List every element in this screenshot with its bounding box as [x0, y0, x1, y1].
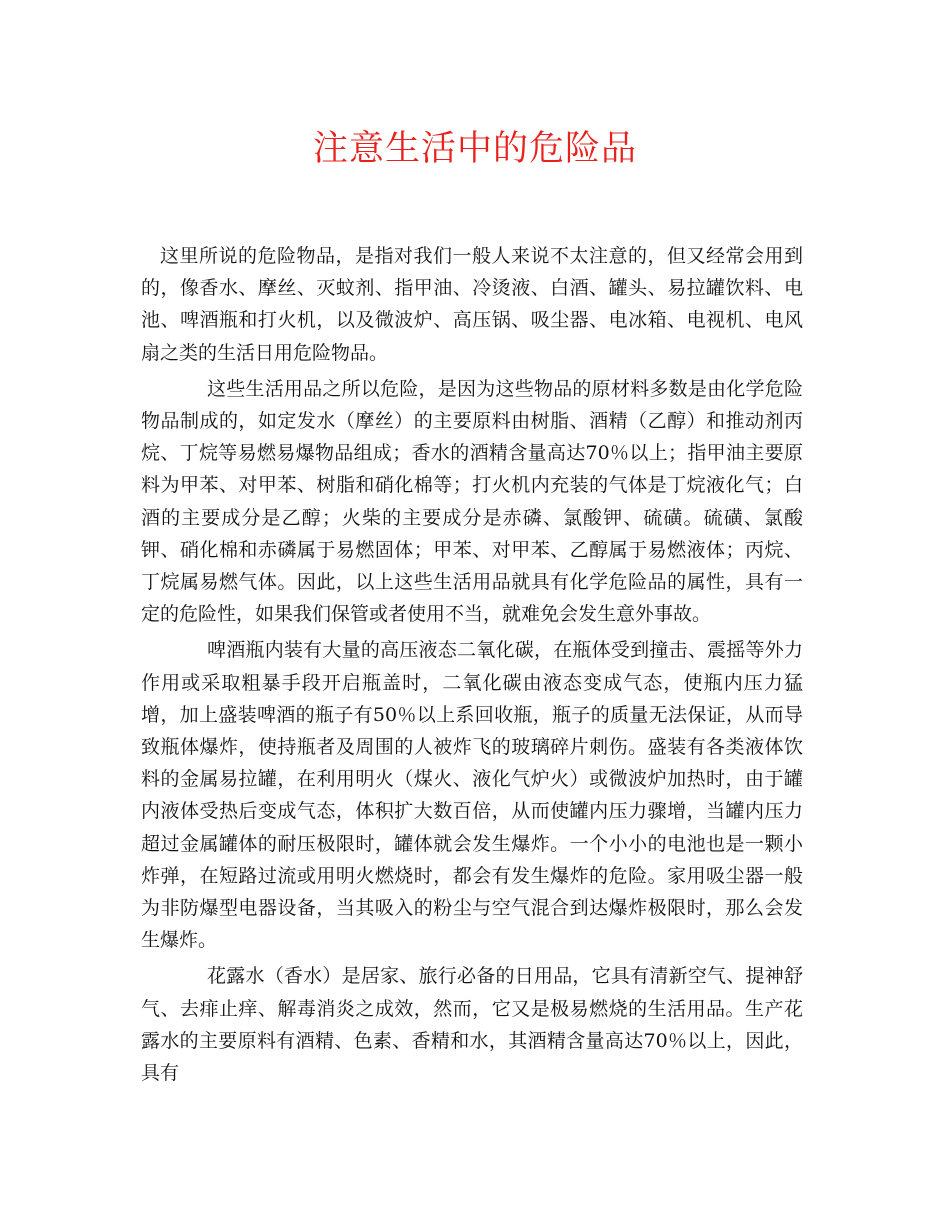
- paragraph-materials: 这些生活用品之所以危险，是因为这些物品的原材料多数是由化学危险物品制成的，如定发水（摩丝）的主要原料由树脂、酒精（乙醇）和推动剂丙烷、丁烷等易燃易爆物品组成；香水的酒精含量高达70％以上；指甲油主要原料为甲苯、对甲苯、树脂和硝化棉等；打火机内充装的气体是丁烷液化气；白酒的主要成分是乙醇；火柴的主要成分是赤磷、氯酸钾、硫磺。硫磺、氯酸钾、硝化棉和赤磷属于易燃固体；甲苯、对甲苯、乙醇属于易燃液体；丙烷、丁烷属易燃气体。因此，以上这些生活用品就具有化学危险品的属性，具有一定的危险性，如果我们保管或者使用不当，就难免会发生意外事故。: [141, 377, 803, 626]
- paragraph-explosions: 啤酒瓶内装有大量的高压液态二氧化碳，在瓶体受到撞击、震摇等外力作用或采取粗暴手段开启瓶盖时，二氧化碳由液态变成气态，使瓶内压力猛增，加上盛装啤酒的瓶子有50％以上系回收瓶，瓶子的质量无法保证，从而导致瓶体爆炸，使持瓶者及周围的人被炸飞的玻璃碎片刺伤。盛装有各类液体饮料的金属易拉罐，在利用明火（煤火、液化气炉火）或微波炉加热时，由于罐内液体受热后变成气态，体积扩大数百倍，从而使罐内压力骤增，当罐内压力超过金属罐体的耐压极限时，罐体就会发生爆炸。一个小小的电池也是一颗小炸弹，在短路过流或用明火燃烧时，都会有发生爆炸的危险。家用吸尘器一般为非防爆型电器设备，当其吸入的粉尘与空气混合到达爆炸极限时，那么会发生爆炸。: [141, 639, 803, 952]
- paragraph-perfume: 花露水（香水）是居家、旅行必备的日用品，它具有清新空气、提神舒气、去痱止痒、解毒消炎之成效，然而，它又是极易燃烧的生活用品。生产花露水的主要原料有酒精、色素、香精和水，其酒精含量高达70％以上，因此，具有: [141, 965, 803, 1085]
- paragraph-intro: 这里所说的危险物品，是指对我们一般人来说不太注意的，但又经常会用到的，像香水、摩丝、灭蚊剂、指甲油、冷烫液、白酒、罐头、易拉罐饮料、电池、啤酒瓶和打火机，以及微波炉、高压锅、吸尘器、电冰箱、电视机、电风扇之类的生活日用危险物品。: [141, 245, 803, 364]
- document-title: 注意生活中的危险品: [312, 129, 637, 169]
- document-body: [141, 240, 803, 1089]
